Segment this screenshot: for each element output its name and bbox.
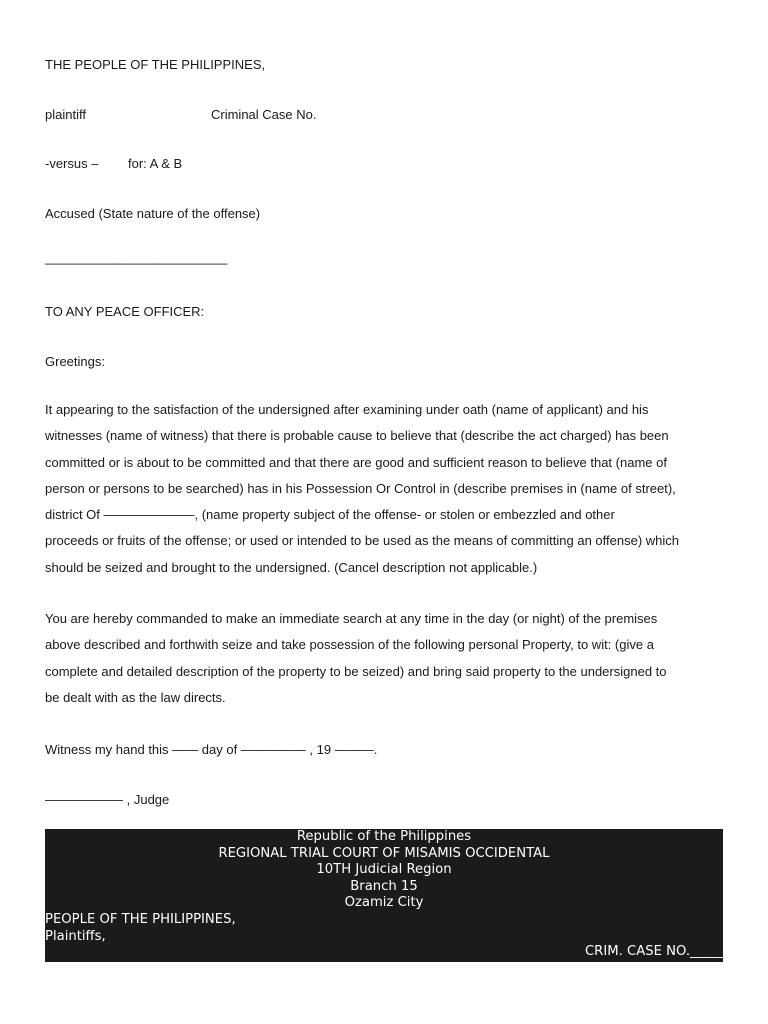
people-line: PEOPLE OF THE PHILIPPINES, (45, 911, 236, 927)
plaintiffs-line: Plaintiffs, (45, 928, 106, 944)
paragraph-line: district Of ———————, (name property subject of the offense- or stolen or embezzled and other (45, 507, 615, 523)
case-number-label: Criminal Case No. (211, 107, 317, 122)
court-name: REGIONAL TRIAL COURT OF MISAMIS OCCIDENTAL (218, 845, 550, 861)
paragraph-probable-cause (45, 397, 735, 581)
accused-blank-line: ___________________________ (45, 250, 227, 265)
addressee: TO ANY PEACE OFFICER: (45, 304, 205, 319)
republic-line: Republic of the Philippines (296, 829, 472, 844)
paragraph-line: above described and forthwith seize and take possession of the following personal Property, to wit: (give a (45, 637, 654, 653)
header-title: THE PEOPLE OF THE PHILIPPINES, (45, 57, 266, 72)
crim-case-number: CRIM. CASE NO._____ (584, 944, 723, 960)
paragraph-line: It appearing to the satisfaction of the undersigned after examining under oath (name of applicant) and his (45, 402, 649, 417)
paragraph-line: complete and detailed description of the property to be seized) and bring said property to the undersigned to (45, 663, 667, 679)
paragraph-line: be dealt with as the law directs. (45, 689, 226, 705)
offense-label: for: A & B (128, 156, 183, 171)
paragraph-line: should be seized and brought to the undersigned. (Cancel description not applicable.) (45, 559, 538, 575)
paragraph-command (45, 606, 735, 711)
judicial-region: 10TH Judicial Region (316, 862, 452, 878)
paragraph-line: proceeds or fruits of the offense; or used or intended to be used as the means of committing an offense) which (45, 533, 680, 549)
judge-signature-line: —————— , Judge (45, 792, 170, 807)
branch: Branch 15 (350, 878, 418, 894)
accused-label: Accused (State nature of the offense) (45, 206, 261, 221)
paragraph-line: witnesses (name of witness) that there is probable cause to believe that (describe the act charged) has been (45, 428, 669, 444)
greetings: Greetings: (45, 354, 105, 369)
paragraph-line: person or persons to be searched) has in his Possession Or Control in (describe premises in (name of street), (45, 480, 676, 496)
paragraph-line: committed or is about to be committed and that there are good and sufficient reason to believe that (name of (45, 454, 667, 470)
witness-line: Witness my hand this —— day of ————— , 19 ———. (45, 742, 378, 757)
versus-label: -versus – (45, 156, 99, 171)
plaintiff-label: plaintiff (45, 107, 86, 122)
court-header-banner (45, 829, 723, 962)
city: Ozamiz City (344, 895, 424, 911)
paragraph-line: You are hereby commanded to make an immediate search at any time in the day (or night) of the premises (45, 611, 658, 626)
